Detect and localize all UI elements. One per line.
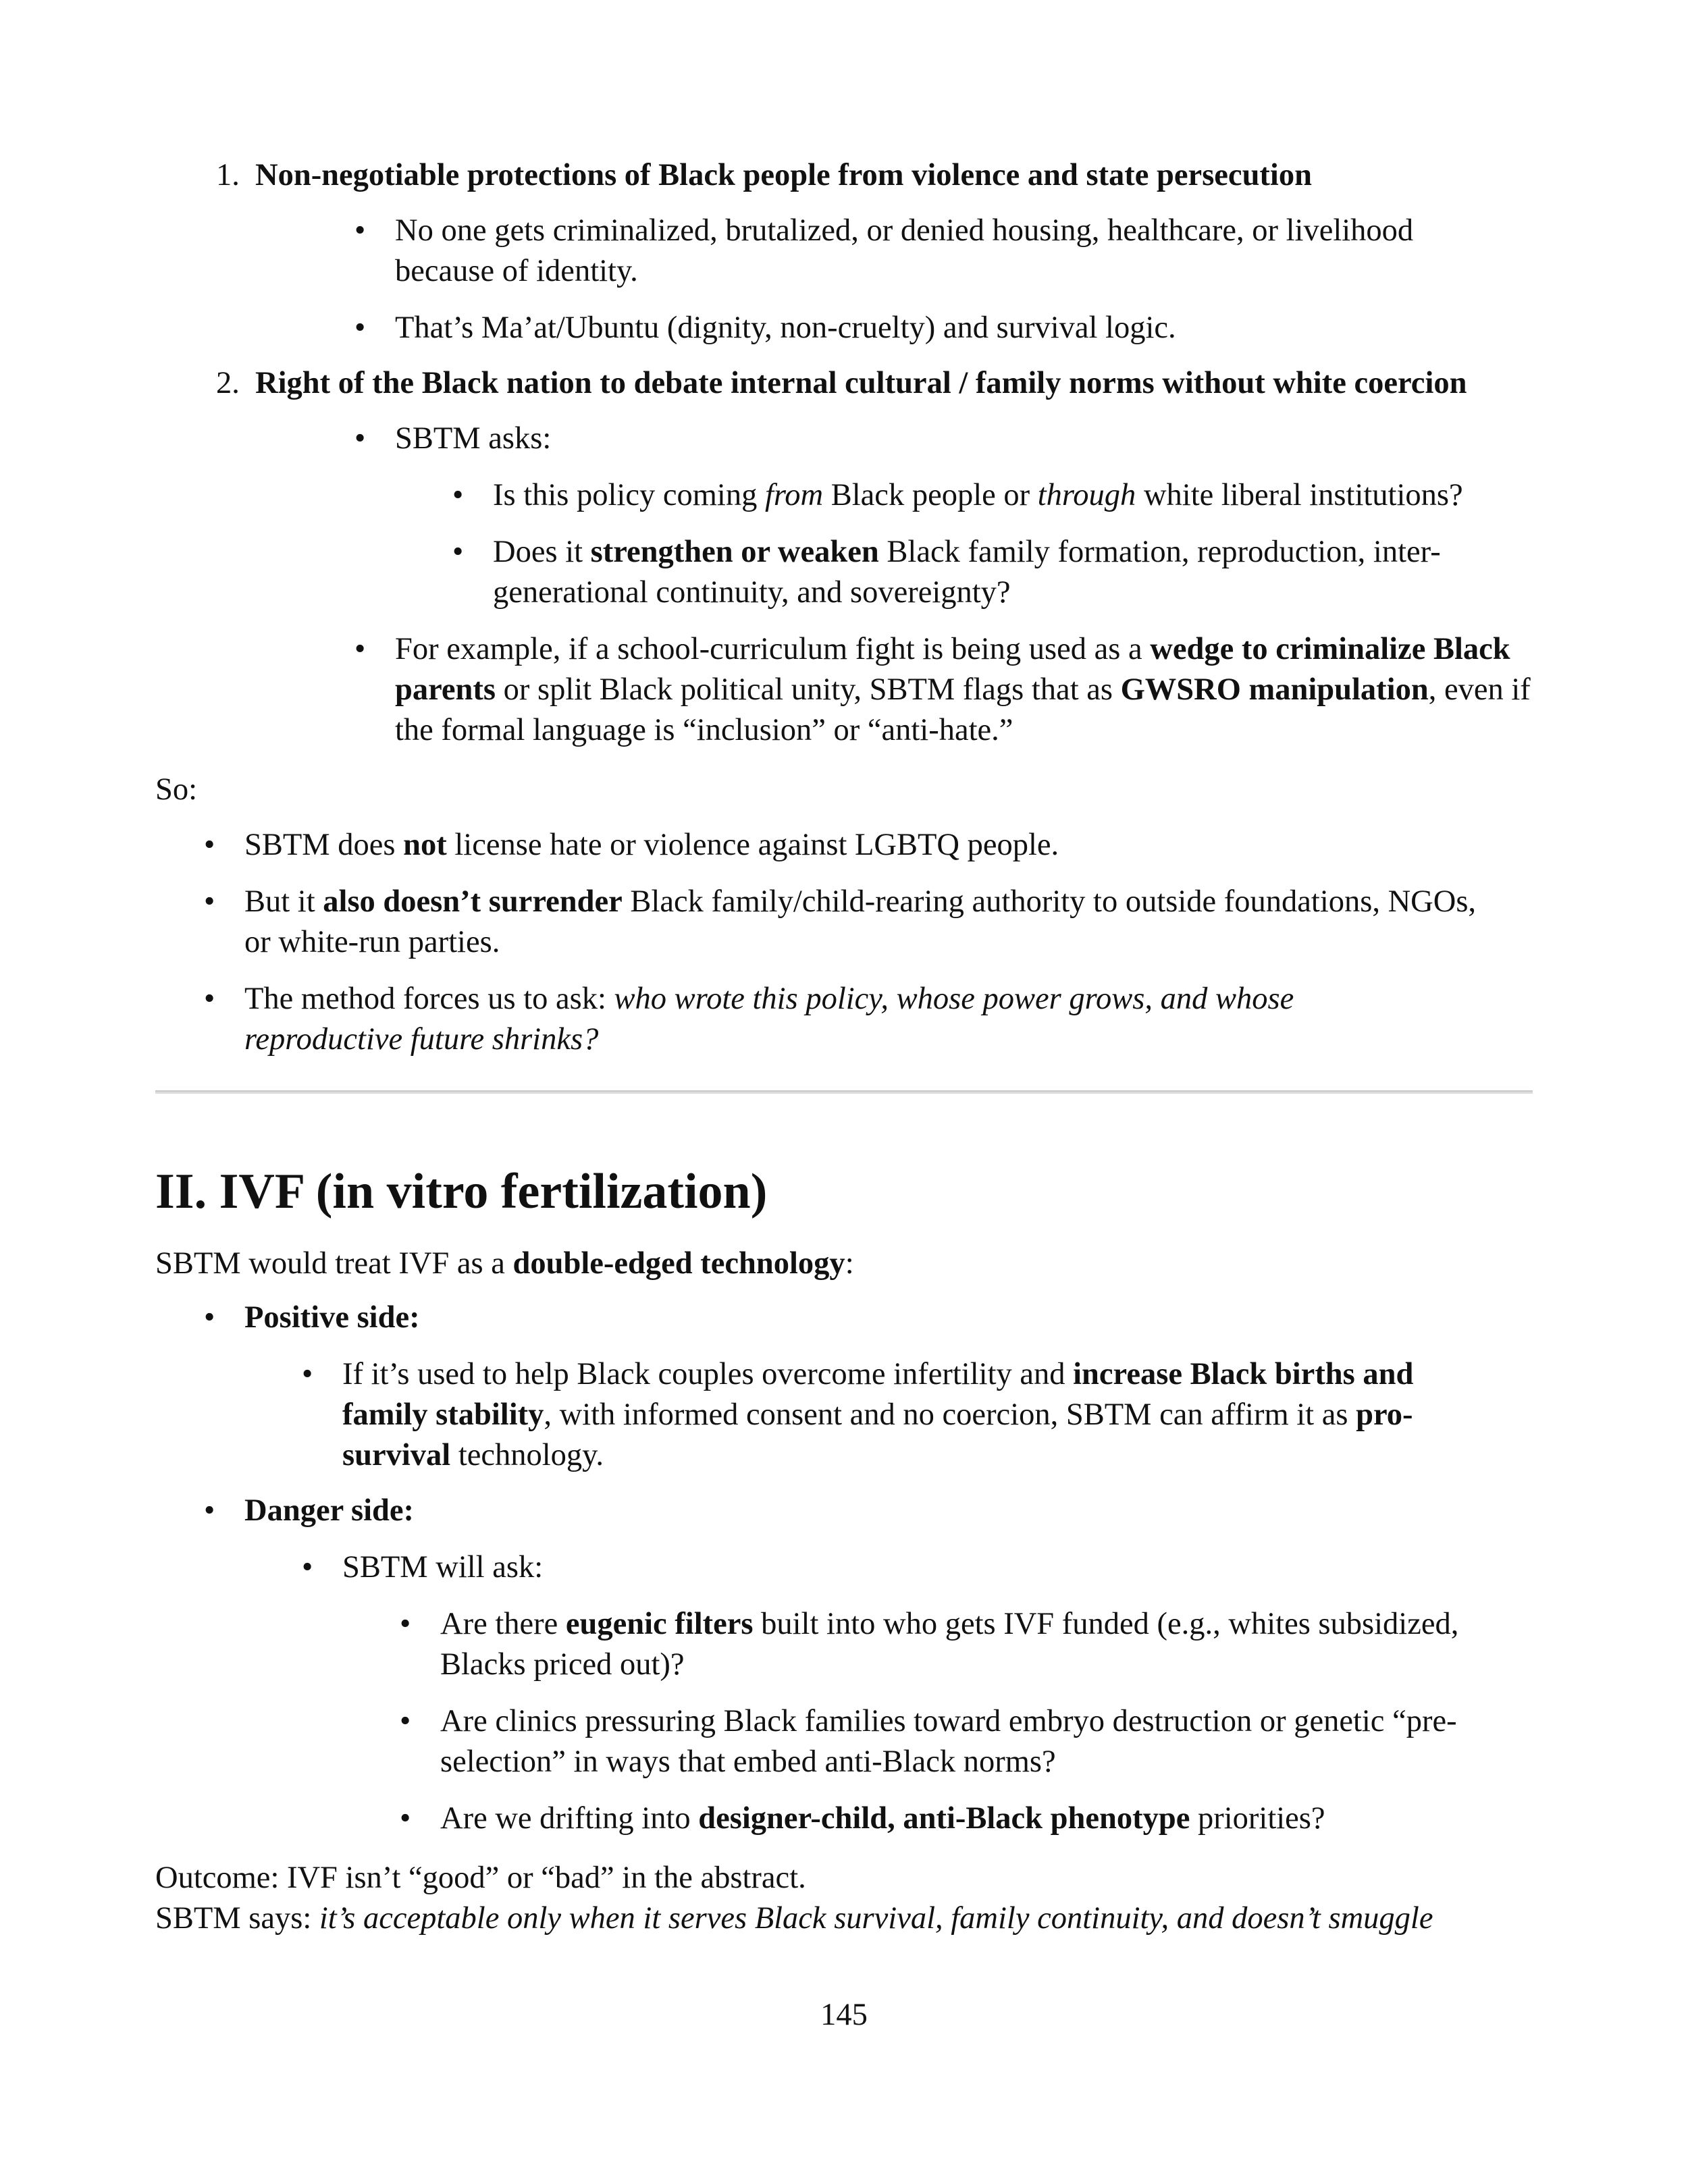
page-number: 145	[820, 1998, 868, 2032]
sub-bullets	[353, 211, 1514, 348]
bullet-glyph: •	[204, 1300, 215, 1335]
list-item: • Are we drifting into designer-child, anti-Black phenotype priorities?	[398, 1799, 1492, 1839]
so-label: So:	[155, 772, 198, 807]
intro-paragraph: SBTM would treat IVF as a double-edged technology:	[155, 1246, 854, 1281]
bullet-glyph: •	[204, 884, 215, 919]
bullet-glyph: •	[354, 632, 366, 666]
bullet-glyph: •	[302, 1550, 313, 1584]
list-item: • SBTM does not license hate or violence against LGBTQ people.	[203, 825, 1485, 865]
outcome-line: Outcome: IVF isn’t “good” or “bad” in the abstract.	[155, 1861, 806, 1895]
bullet-glyph: •	[204, 828, 215, 862]
bullet-glyph: •	[302, 1357, 313, 1391]
positive-label: Positive side:	[244, 1300, 420, 1335]
item-title: Non-negotiable protections of Black people from violence and state persecution	[255, 158, 1312, 192]
list-item: • That’s Ma’at/Ubuntu (dignity, non-cruelty) and survival logic.	[353, 308, 1514, 348]
list-item: • The method forces us to ask: who wrote this policy, whose power grows, and whose reproductive future shrinks?	[203, 979, 1433, 1060]
nested-bullets	[398, 1604, 1492, 1839]
danger-label: Danger side:	[244, 1493, 415, 1528]
bullet-glyph: •	[400, 1607, 411, 1641]
list-item: • If it’s used to help Black couples overcome infertility and increase Black births and family stability, with informed consent and no coercion, SBTM can affirm it as pro-survival technology.	[300, 1354, 1489, 1476]
list-item: • Is this policy coming from Black people or through white liberal institutions?	[451, 475, 1545, 516]
bullet-glyph: •	[400, 1704, 411, 1738]
bullet-glyph: •	[400, 1801, 411, 1836]
bullet-glyph: •	[452, 535, 464, 569]
so-bullets	[203, 825, 1485, 1060]
list-item: • But it also doesn’t surrender Black family/child-rearing authority to outside foundations, NGOs, or white-run parties.	[203, 882, 1485, 963]
list-item: • Does it strengthen or weaken Black family formation, reproduction, inter-generational continuity, and sovereignty?	[451, 532, 1545, 613]
list-item: • Are clinics pressuring Black families toward embryo destruction or genetic “pre-selection” in ways that embed anti-Black norms?	[398, 1701, 1492, 1782]
sub-bullets	[353, 419, 1568, 751]
item-title: Right of the Black nation to debate internal cultural / family norms without white coercion	[255, 366, 1467, 400]
list-item: • For example, if a school-curriculum fight is being used as a wedge to criminalize Black parents or split Black political unity, SBTM flags that as GWSRO manipulation, even if the formal language is “inclusion” or “anti-hate.”	[353, 629, 1568, 751]
bullet-glyph: •	[354, 213, 366, 248]
bullet-glyph: •	[452, 478, 464, 512]
list-item-1	[203, 155, 1546, 348]
list-item: • SBTM will ask:	[300, 1547, 1533, 1588]
item-number: 2.	[216, 366, 240, 400]
list-item: • Are there eugenic filters built into who gets IVF funded (e.g., whites subsidized, Blacks priced out)?	[398, 1604, 1492, 1685]
bullet-glyph: •	[204, 982, 215, 1016]
numbered-list	[203, 155, 1546, 751]
outcome-paragraph	[155, 1858, 1546, 1939]
bullet-glyph: •	[354, 311, 366, 345]
list-item	[203, 1298, 1533, 1338]
sub-bullets	[300, 1547, 1533, 1839]
sub-bullets	[300, 1354, 1489, 1476]
item-number: 1.	[216, 158, 240, 192]
list-item	[203, 1491, 1533, 1531]
list-item: • No one gets criminalized, brutalized, or denied housing, healthcare, or livelihood because of identity.	[353, 211, 1514, 292]
bullet-glyph: •	[354, 421, 366, 456]
list-item: • SBTM asks:	[353, 419, 1568, 459]
bullet-glyph: •	[204, 1493, 215, 1528]
list-item-2	[203, 363, 1546, 751]
section-heading: II. IVF (in vitro fertilization)	[155, 1164, 768, 1219]
ivf-bullets	[203, 1298, 1533, 1839]
says-line: SBTM says: it’s acceptable only when it serves Black survival, family continuity, and doesn’t smuggle	[155, 1901, 1433, 1936]
section-divider	[155, 1090, 1533, 1094]
nested-bullets	[451, 475, 1545, 613]
